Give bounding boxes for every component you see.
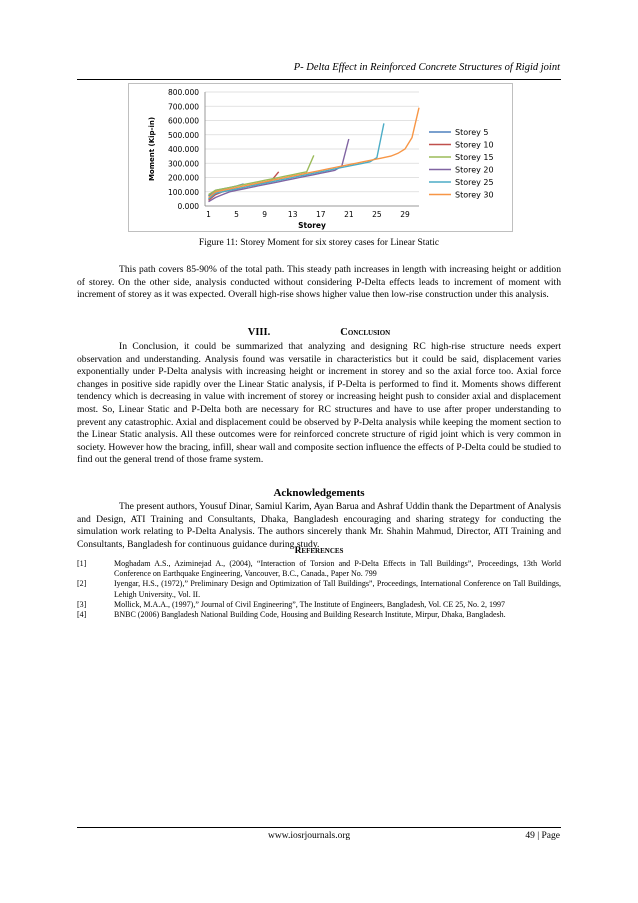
y-tick-label: 800.000 <box>167 88 199 97</box>
header-rule <box>77 79 561 80</box>
acknowledgements-heading: Acknowledgements <box>273 487 365 499</box>
y-tick-label: 500.000 <box>167 130 199 140</box>
section-title: Conclusion <box>340 327 391 338</box>
paragraph-path <box>77 264 561 302</box>
x-tick-label: 25 <box>372 210 382 219</box>
x-tick-label: 9 <box>262 210 268 219</box>
reference-text: Iyengar, H.S., (1972),” Preliminary Design and Optimization of Tall Buildings”, Proceedings, International Conference on Tall Buildings, Lehigh University., Vol. II. <box>114 579 561 599</box>
paragraph-path-text: This path covers 85-90% of the total path. This steady path increases in length with increasing height or addition of storey. On the other side, analysis conducted without considering P-Delta effects leads to increment of moment with increment of storey as it was expected. Overall high-rise shows higher value then low-rise construction under this analysis. <box>77 264 561 301</box>
footer-page-number: 49 | Page <box>525 831 560 841</box>
reference-number: [3] <box>77 599 87 609</box>
legend-label: Storey 25 <box>455 178 494 187</box>
legend-label: Storey 10 <box>455 140 494 150</box>
reference-text: Moghadam A.S., Aziminejad A., (2004), “Interaction of Torsion and P-Delta Effects in Tall Buildings”, Proceedings, 13th World Conference on Earthquake Engineering, Vancouver, B.C., Canada., Paper No. 799 <box>114 559 561 579</box>
legend-label: Storey 20 <box>455 165 494 175</box>
references-heading: References <box>294 546 344 556</box>
paragraph-conclusion <box>77 341 561 467</box>
reference-text: BNBC (2006) Bangladesh National Building Code, Housing and Building Research Institute, Mirpur, Dhaka, Bangladesh. <box>114 610 506 620</box>
x-tick-label: 29 <box>400 210 410 219</box>
y-tick-label: 400.000 <box>167 145 199 154</box>
x-tick-label: 21 <box>344 210 354 219</box>
x-tick-label: 5 <box>234 210 239 219</box>
y-tick-label: 0.000 <box>177 202 199 211</box>
reference-number: [1] <box>77 559 87 568</box>
section-heading <box>77 327 561 338</box>
paragraph-acknowledgement-text: The present authors, Yousuf Dinar, Samiul Karim, Ayan Barua and Ashraf Uddin thank the Department of Analysis and Design, ATI Training and Consultants, Dhaka, Bangladesh encouraging and sharing strategy for conducting the simulation work relating to P-Delta Analysis. The authors sincerely thank Mr. Shahin Mahmud, Director, ATI Training and Consultants, Bangladesh for continuous guidance during study. <box>77 501 561 550</box>
footer-rule <box>77 827 561 828</box>
paragraph-acknowledgement <box>77 501 561 551</box>
x-axis-title: Storey <box>298 221 326 230</box>
chart-svg <box>129 84 512 231</box>
moment-chart <box>128 83 513 232</box>
figure-caption: Figure 11: Storey Moment for six storey cases for Linear Static <box>198 238 440 248</box>
reference-item <box>77 610 561 620</box>
y-tick-label: 200.000 <box>167 173 199 183</box>
paragraph-conclusion-text: In Conclusion, it could be summarized that analyzing and designing RC high-rise structure needs expert observation and understanding. Analysis found was versatile in characteristics but it could be said, displacement varies exponentially under P-Delta analysis with increasing height or increment in storey and so the axial force too. Axial force changes in positive side rapidly over the Linear Static analysis, if P-Delta is performed to find it. Moments shows different tendency which is decreasing in value with increment of storey or increasing height push to consider axial and displacement most. So, Linear Static and P-Delta both are necessary for RC structures and have to use after proper understanding to prevent any catastrophic. Axial and displacement could be observed by P-Delta analysis while keeping the moment section to the Linear Static analysis. All these outcomes were for reinforced concrete structure of rigid joint which is very common in society. However how the bracing, infill, shear wall and composite section influence the effects of P-Delta could be studied to find out the general trend of those frame system. <box>77 341 561 466</box>
reference-number: [4] <box>77 610 87 620</box>
y-axis-title: Moment (Kip-in) <box>148 116 156 182</box>
y-tick-label: 300.000 <box>167 159 199 169</box>
series-line <box>209 108 420 198</box>
x-tick-label: 17 <box>315 210 326 219</box>
running-title: P- Delta Effect in Reinforced Concrete Structures of Rigid joint <box>293 62 560 73</box>
x-tick-label: 1 <box>206 210 211 219</box>
y-tick-label: 700.000 <box>167 102 199 112</box>
legend-label: Storey 30 <box>455 190 494 200</box>
reference-text: Mollick, M.A.A., (1997),” Journal of Civil Engineering”, The Institute of Engineers, Bangladesh, Vol. CE 25, No. 2, 1997 <box>114 599 506 609</box>
y-tick-label: 100.000 <box>167 187 199 197</box>
reference-item <box>77 600 561 610</box>
reference-item <box>77 559 561 579</box>
legend-label: Storey 5 <box>455 128 489 137</box>
footer-url: www.iosrjournals.org <box>268 831 351 841</box>
reference-number: [2] <box>77 579 87 589</box>
reference-item <box>77 579 561 599</box>
reference-list <box>77 559 561 620</box>
section-number: VIII. <box>247 327 271 338</box>
y-tick-label: 600.000 <box>167 116 199 126</box>
x-tick-label: 13 <box>287 210 298 219</box>
legend-label: Storey 15 <box>455 153 494 162</box>
